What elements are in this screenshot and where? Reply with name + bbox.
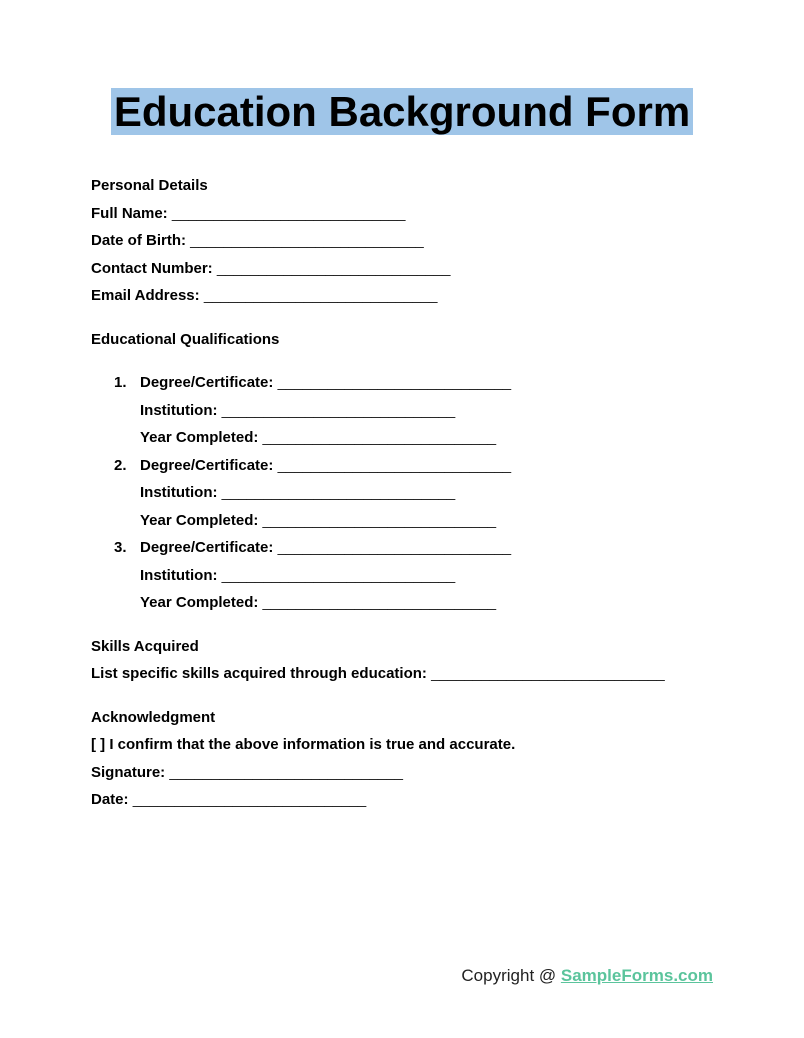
date-field bbox=[91, 786, 713, 814]
qualification-entry-3 bbox=[91, 534, 713, 617]
full-name-label: Full Name: bbox=[91, 204, 168, 222]
institution-field bbox=[91, 562, 713, 590]
email-address-label: Email Address: bbox=[91, 287, 200, 304]
institution-field bbox=[91, 479, 713, 507]
page-title-text: Education Background Form bbox=[111, 88, 693, 135]
personal-details-heading: Personal Details bbox=[91, 177, 208, 194]
degree-certificate-field bbox=[91, 452, 713, 480]
full-name-blank-line: ____________________________ bbox=[171, 204, 406, 222]
educational-qualifications-list bbox=[91, 369, 713, 617]
skills-prompt-label: List specific skills acquired through education: bbox=[91, 665, 427, 682]
full-name-field bbox=[91, 200, 713, 228]
contact-number-field bbox=[91, 255, 713, 283]
signature-label: Signature: bbox=[91, 763, 166, 781]
email-address-field bbox=[91, 282, 713, 310]
institution-label: Institution: bbox=[140, 401, 218, 419]
confirmation-statement-line bbox=[91, 731, 713, 759]
institution-blank-line: ____________________________ bbox=[221, 484, 456, 501]
qualification-entry-1 bbox=[91, 369, 713, 452]
degree-certificate-blank-line: ____________________________ bbox=[277, 374, 512, 391]
date-of-birth-label: Date of Birth: bbox=[91, 232, 186, 249]
page-title bbox=[91, 86, 713, 138]
list-number: 1. bbox=[114, 374, 127, 391]
educational-qualifications-heading-section bbox=[91, 326, 713, 354]
degree-certificate-blank-line: ____________________________ bbox=[277, 456, 512, 474]
date-of-birth-field bbox=[91, 227, 713, 255]
email-address-blank-line: ____________________________ bbox=[203, 287, 438, 304]
year-completed-blank-line: ____________________________ bbox=[262, 429, 497, 446]
skills-heading: Skills Acquired bbox=[91, 637, 199, 655]
skills-section bbox=[91, 633, 713, 688]
year-completed-blank-line: ____________________________ bbox=[262, 511, 497, 529]
year-completed-label: Year Completed: bbox=[140, 594, 259, 611]
personal-details-section bbox=[91, 172, 713, 310]
checkbox-placeholder: [ ] bbox=[91, 736, 106, 753]
degree-certificate-label: Degree/Certificate: bbox=[140, 539, 274, 556]
qualification-entry-2 bbox=[91, 452, 713, 535]
contact-number-blank-line: ____________________________ bbox=[216, 259, 451, 277]
year-completed-field bbox=[91, 424, 713, 452]
degree-certificate-field bbox=[91, 369, 713, 397]
institution-field bbox=[91, 397, 713, 425]
copyright-text: Copyright @ bbox=[461, 966, 557, 985]
skills-field bbox=[91, 660, 713, 688]
degree-certificate-blank-line: ____________________________ bbox=[277, 539, 512, 556]
year-completed-field bbox=[91, 507, 713, 535]
acknowledgment-heading: Acknowledgment bbox=[91, 708, 216, 726]
date-of-birth-blank-line: ____________________________ bbox=[190, 232, 424, 249]
year-completed-blank-line: ____________________________ bbox=[262, 594, 497, 611]
year-completed-field bbox=[91, 589, 713, 617]
institution-label: Institution: bbox=[140, 484, 218, 501]
contact-number-label: Contact Number: bbox=[91, 259, 213, 277]
confirmation-statement-text: I confirm that the above information is true and accurate. bbox=[109, 736, 516, 753]
institution-blank-line: ____________________________ bbox=[221, 566, 456, 584]
signature-field bbox=[91, 759, 713, 787]
institution-blank-line: ____________________________ bbox=[221, 401, 456, 419]
list-number: 3. bbox=[114, 539, 127, 556]
footer bbox=[461, 966, 713, 986]
institution-label: Institution: bbox=[140, 566, 218, 584]
educational-qualifications-heading: Educational Qualifications bbox=[91, 330, 280, 348]
degree-certificate-field bbox=[91, 534, 713, 562]
date-label: Date: bbox=[91, 791, 129, 808]
sampleforms-link[interactable]: SampleForms.com bbox=[560, 966, 713, 985]
degree-certificate-label: Degree/Certificate: bbox=[140, 374, 274, 391]
skills-blank-line: ____________________________ bbox=[431, 665, 665, 682]
acknowledgment-section bbox=[91, 704, 713, 814]
signature-blank-line: ____________________________ bbox=[169, 763, 403, 781]
year-completed-label: Year Completed: bbox=[140, 511, 259, 529]
degree-certificate-label: Degree/Certificate: bbox=[140, 456, 274, 474]
list-number: 2. bbox=[114, 456, 127, 474]
date-blank-line: ____________________________ bbox=[132, 791, 367, 808]
year-completed-label: Year Completed: bbox=[140, 429, 259, 446]
